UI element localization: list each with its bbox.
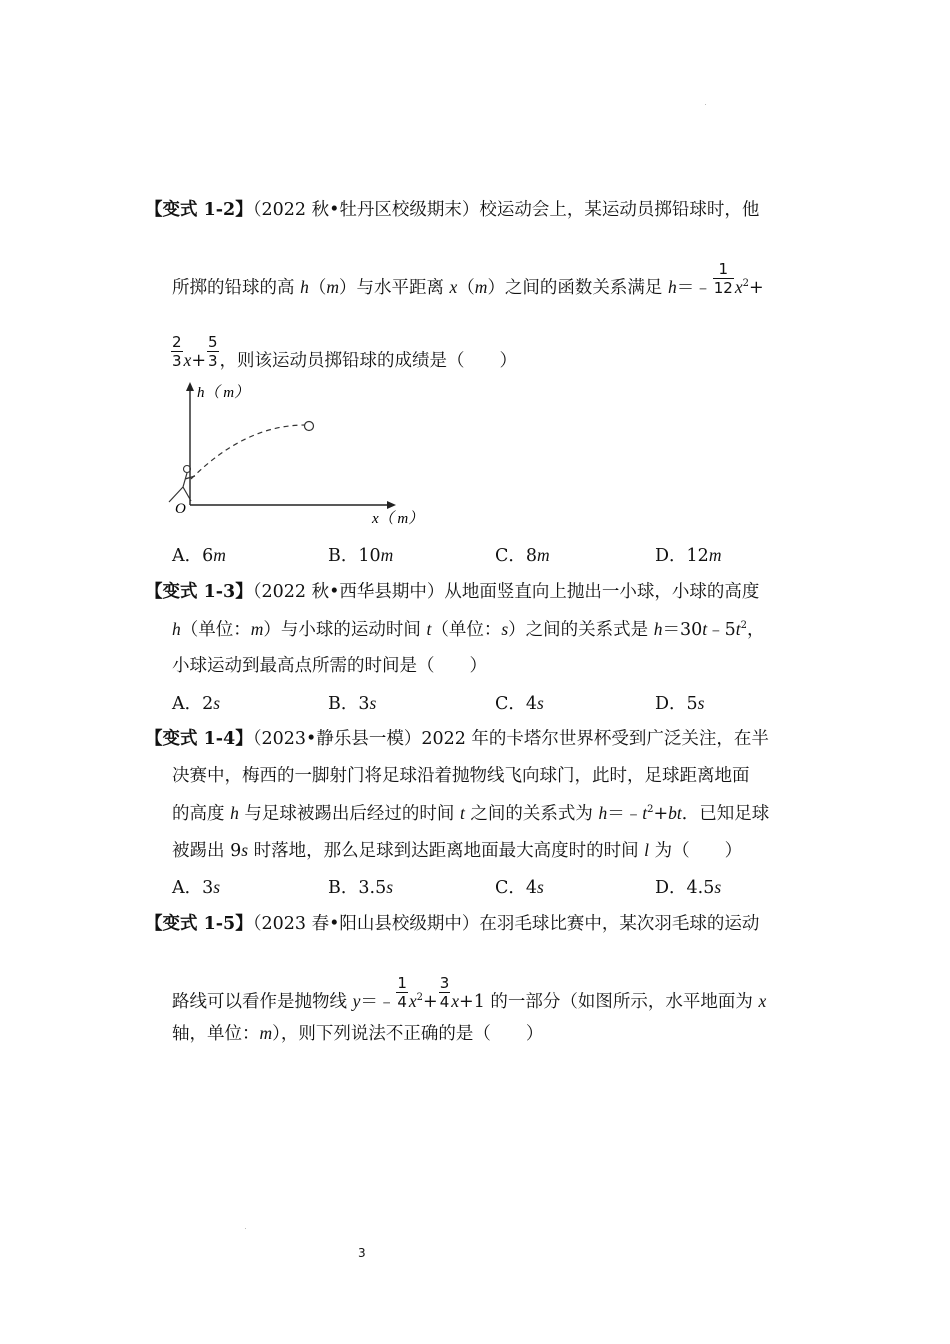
- shot-put-graph: [155, 375, 445, 535]
- q12-tag: 【变式 1-2】: [145, 200, 253, 220]
- q14-option-c: C．4s: [495, 877, 544, 898]
- q14-option-d: D．4.5s: [655, 877, 722, 898]
- q12-fraction-3: $\frac{5}{3}$: [208, 333, 218, 370]
- q15-line3: 轴，单位：m），则下列说法不正确的是（ ）: [172, 1023, 544, 1044]
- q12-line2: 所掷的铅球的高 h（m）与水平距离 x（m）之间的函数关系满足 h＝﹣ $\frac{1}{12}$ $x^2+$: [172, 260, 764, 298]
- q12-option-d: D．12m: [655, 545, 722, 566]
- q12-fraction-2: $\frac{2}{3}$: [172, 333, 182, 370]
- athlete-figure-icon: [169, 473, 195, 502]
- scan-dot: [705, 104, 706, 105]
- trajectory-curve: [191, 425, 305, 479]
- q13-line3: 小球运动到最高点所需的时间是（ ）: [172, 656, 487, 676]
- q13-line2: h（单位：m）与小球的运动时间 t（单位：s）之间的关系式是 $h=30t﹣5t^2$，: [172, 619, 765, 640]
- q15-line1: 【变式 1-5】（2023 春•阳山县校级期中）在羽毛球比赛中，某次羽毛球的运动: [145, 914, 760, 934]
- q12-option-b: B．10m: [328, 545, 394, 566]
- x-axis-label: x（ m）: [372, 511, 424, 527]
- q14-option-b: B．3.5s: [328, 877, 394, 898]
- scan-dot: [245, 1228, 246, 1229]
- q14-line3: 的高度 h 与足球被踢出后经过的时间 t 之间的关系式为 $h=﹣t^2+bt$．已知足球: [172, 803, 770, 824]
- q12-option-c: C．8m: [495, 545, 550, 566]
- q15-tag: 【变式 1-5】: [145, 914, 253, 934]
- x-axis-arrow-icon: [387, 501, 396, 509]
- q13-line1: 【变式 1-3】（2022 秋•西华县期中）从地面竖直向上抛出一小球，小球的高度: [145, 582, 760, 602]
- q13-option-c: C．4s: [495, 693, 544, 714]
- q13-option-d: D．5s: [655, 693, 705, 714]
- q15-line2: 路线可以看作是抛物线 y＝﹣ $\frac{1}{4}$ $x^2+$ $\frac{3}{4}$ x+1 的一部分（如图所示，水平地面为 x: [172, 974, 767, 1012]
- q14-line2: 决赛中，梅西的一脚射门将足球沿着抛物线飞向球门，此时，足球距离地面: [172, 766, 750, 786]
- q12-fraction-1: $\frac{1}{12}$: [713, 260, 733, 297]
- q12-option-a: A．6m: [172, 545, 226, 566]
- shot-ball-icon: [305, 422, 314, 431]
- q14-option-a: A．3s: [172, 877, 221, 898]
- q13-tag: 【变式 1-3】: [145, 582, 253, 602]
- q12-line1: 【变式 1-2】（2022 秋•牡丹区校级期末）校运动会上，某运动员掷铅球时，他: [145, 200, 760, 220]
- y-axis-arrow-icon: [186, 382, 194, 391]
- q13-option-b: B．3s: [328, 693, 377, 714]
- q15-fraction-2: $\frac{3}{4}$: [439, 974, 450, 1011]
- q15-fraction-1: $\frac{1}{4}$: [397, 974, 407, 1011]
- q12-line3: $\frac{2}{3}$ x+ $\frac{5}{3}$ ，则该运动员掷铅球的成绩是（ ）: [172, 333, 518, 371]
- origin-label: O: [175, 501, 186, 517]
- q14-line1: 【变式 1-4】（2023•静乐县一模）2022 年的卡塔尔世界杯受到广泛关注，在半: [145, 729, 769, 749]
- q14-tag: 【变式 1-4】: [145, 729, 253, 749]
- q13-option-a: A．2s: [172, 693, 221, 714]
- page-number: 3: [358, 1246, 366, 1260]
- q14-line4: 被踢出 9s 时落地，那么足球到达距离地面最大高度时的时间 l 为（ ）: [172, 840, 743, 861]
- y-axis-label: h（ m）: [197, 385, 250, 401]
